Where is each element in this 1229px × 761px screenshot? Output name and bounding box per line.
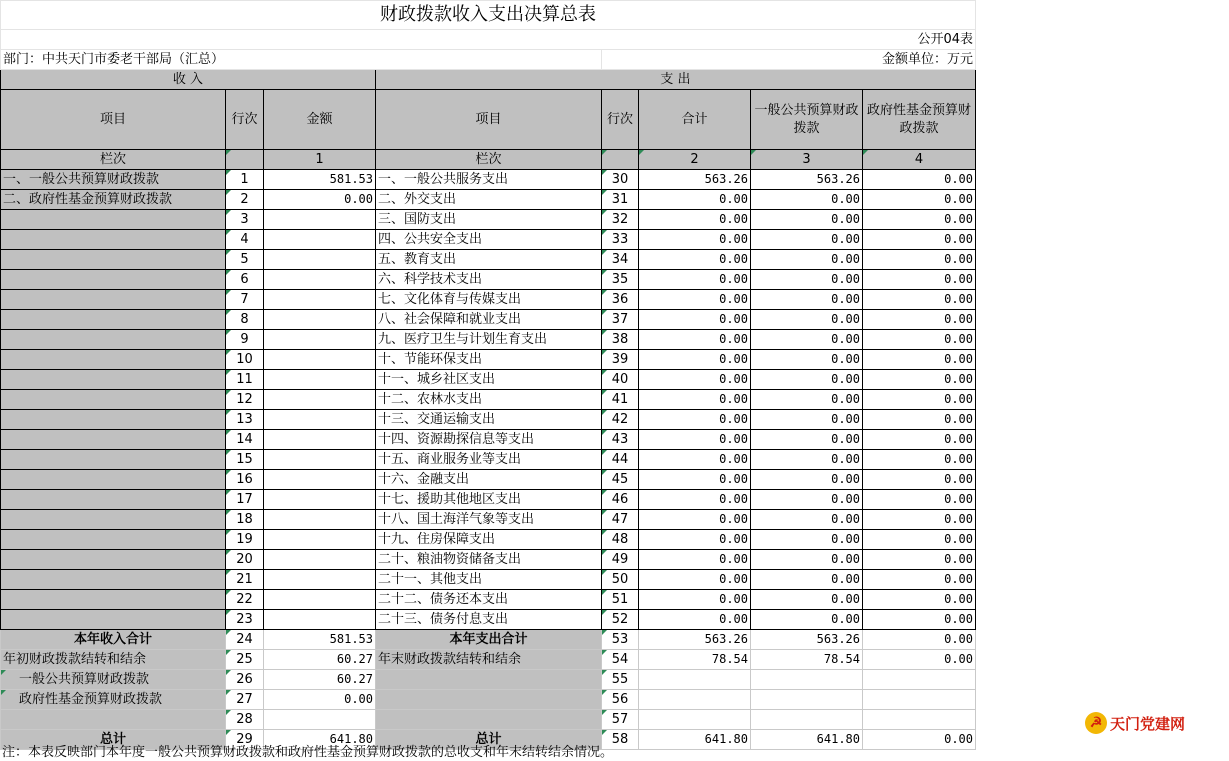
row-number: 50 bbox=[602, 570, 639, 590]
row-number: 18 bbox=[226, 510, 264, 530]
row-number: 34 bbox=[602, 250, 639, 270]
party-emblem-icon: ☭ bbox=[1085, 712, 1107, 734]
end-balance-label: 年末财政拨款结转和结余 bbox=[376, 650, 602, 670]
expense-fund: 0.00 bbox=[863, 270, 976, 290]
expense-general: 0.00 bbox=[751, 430, 863, 450]
row-number: 9 bbox=[226, 330, 264, 350]
expense-total: 0.00 bbox=[639, 270, 751, 290]
expense-general: 0.00 bbox=[751, 210, 863, 230]
expense-total-amount: 563.26 bbox=[639, 630, 751, 650]
row-number: 58 bbox=[602, 730, 639, 750]
expense-total: 0.00 bbox=[639, 250, 751, 270]
row-number: 19 bbox=[226, 530, 264, 550]
row-number: 15 bbox=[226, 450, 264, 470]
table-row bbox=[1, 190, 976, 210]
income-item bbox=[1, 230, 226, 250]
expense-item: 十七、援助其他地区支出 bbox=[376, 490, 602, 510]
table-row bbox=[1, 590, 976, 610]
expense-total: 0.00 bbox=[639, 490, 751, 510]
expense-item: 十、节能环保支出 bbox=[376, 350, 602, 370]
income-amount bbox=[264, 270, 376, 290]
table-row bbox=[1, 290, 976, 310]
blank-cell bbox=[376, 710, 602, 730]
expense-fund: 0.00 bbox=[863, 290, 976, 310]
blank-cell bbox=[264, 710, 376, 730]
table-row bbox=[1, 390, 976, 410]
row-number: 45 bbox=[602, 470, 639, 490]
column-label-expense: 栏次 bbox=[376, 150, 602, 170]
income-amount bbox=[264, 290, 376, 310]
income-item: 一、一般公共预算财政拨款 bbox=[1, 170, 226, 190]
table-row bbox=[1, 310, 976, 330]
table-row bbox=[1, 170, 976, 190]
income-item bbox=[1, 350, 226, 370]
table-row bbox=[1, 710, 976, 730]
table-row bbox=[1, 630, 976, 650]
expense-total: 0.00 bbox=[639, 210, 751, 230]
expense-total: 0.00 bbox=[639, 410, 751, 430]
column-blank bbox=[602, 150, 639, 170]
unit-label: 金额单位：万元 bbox=[602, 50, 976, 70]
expense-total: 0.00 bbox=[639, 510, 751, 530]
row-number: 47 bbox=[602, 510, 639, 530]
expense-total: 0.00 bbox=[639, 350, 751, 370]
expense-item: 九、医疗卫生与计划生育支出 bbox=[376, 330, 602, 350]
income-amount bbox=[264, 570, 376, 590]
expense-fund: 0.00 bbox=[863, 230, 976, 250]
row-number: 40 bbox=[602, 370, 639, 390]
expense-fund: 0.00 bbox=[863, 250, 976, 270]
blank-cell bbox=[751, 670, 863, 690]
expense-general: 0.00 bbox=[751, 250, 863, 270]
expense-total: 0.00 bbox=[639, 370, 751, 390]
expense-item: 十九、住房保障支出 bbox=[376, 530, 602, 550]
expense-total: 0.00 bbox=[639, 470, 751, 490]
expense-total: 0.00 bbox=[639, 590, 751, 610]
row-number: 56 bbox=[602, 690, 639, 710]
table-row bbox=[1, 370, 976, 390]
expense-fund: 0.00 bbox=[863, 530, 976, 550]
income-amount bbox=[264, 590, 376, 610]
blank-cell bbox=[863, 670, 976, 690]
expense-general: 0.00 bbox=[751, 550, 863, 570]
footnote: 注：本表反映部门本年度一般公共预算财政拨款和政府性基金预算财政拨款的总收支和年末结转结余情况。 bbox=[2, 745, 614, 760]
expense-general: 0.00 bbox=[751, 490, 863, 510]
income-amount bbox=[264, 490, 376, 510]
end-balance-fund: 0.00 bbox=[863, 650, 976, 670]
row-number: 20 bbox=[226, 550, 264, 570]
row-number: 31 bbox=[602, 190, 639, 210]
row-number: 27 bbox=[226, 690, 264, 710]
expense-item: 十三、交通运输支出 bbox=[376, 410, 602, 430]
row-number: 42 bbox=[602, 410, 639, 430]
expense-item: 六、科学技术支出 bbox=[376, 270, 602, 290]
expense-total: 0.00 bbox=[639, 190, 751, 210]
row-number: 30 bbox=[602, 170, 639, 190]
expense-fund: 0.00 bbox=[863, 350, 976, 370]
expense-item-header: 项目 bbox=[376, 90, 602, 150]
row-number: 51 bbox=[602, 590, 639, 610]
income-amount bbox=[264, 510, 376, 530]
table-row bbox=[1, 530, 976, 550]
expense-general: 0.00 bbox=[751, 570, 863, 590]
row-number: 5 bbox=[226, 250, 264, 270]
income-row-no-header: 行次 bbox=[226, 90, 264, 150]
row-number: 29 bbox=[226, 730, 264, 750]
expense-fund: 0.00 bbox=[863, 210, 976, 230]
grand-total-expense-general: 641.80 bbox=[751, 730, 863, 750]
expense-item: 二十一、其他支出 bbox=[376, 570, 602, 590]
expense-general: 0.00 bbox=[751, 370, 863, 390]
blank-cell bbox=[1, 710, 226, 730]
expense-general: 0.00 bbox=[751, 450, 863, 470]
expense-fund: 0.00 bbox=[863, 430, 976, 450]
income-item bbox=[1, 490, 226, 510]
begin-general-label: 一般公共预算财政拨款 bbox=[1, 670, 226, 690]
expense-general: 0.00 bbox=[751, 390, 863, 410]
gov-fund-header: 政府性基金预算财政拨款 bbox=[863, 90, 976, 150]
income-item bbox=[1, 270, 226, 290]
row-number: 24 bbox=[226, 630, 264, 650]
general-budget-header: 一般公共预算财政拨款 bbox=[751, 90, 863, 150]
blank-cell bbox=[376, 690, 602, 710]
table-row bbox=[1, 410, 976, 430]
expense-general: 0.00 bbox=[751, 190, 863, 210]
income-amount bbox=[264, 550, 376, 570]
row-number: 36 bbox=[602, 290, 639, 310]
expense-fund: 0.00 bbox=[863, 410, 976, 430]
column-number-3: 3 bbox=[751, 150, 863, 170]
blank-cell bbox=[376, 670, 602, 690]
expense-general: 0.00 bbox=[751, 230, 863, 250]
row-number: 10 bbox=[226, 350, 264, 370]
row-number: 46 bbox=[602, 490, 639, 510]
table-row bbox=[1, 670, 976, 690]
expense-item: 十一、城乡社区支出 bbox=[376, 370, 602, 390]
row-number: 28 bbox=[226, 710, 264, 730]
income-amount bbox=[264, 390, 376, 410]
begin-fund-amount: 0.00 bbox=[264, 690, 376, 710]
expense-total-header: 合计 bbox=[639, 90, 751, 150]
row-number: 25 bbox=[226, 650, 264, 670]
table-row bbox=[1, 570, 976, 590]
income-item bbox=[1, 550, 226, 570]
table-row bbox=[1, 230, 976, 250]
blank-cell bbox=[863, 690, 976, 710]
row-number: 35 bbox=[602, 270, 639, 290]
blank-cell bbox=[751, 690, 863, 710]
income-item bbox=[1, 370, 226, 390]
table-row bbox=[1, 650, 976, 670]
expense-total: 0.00 bbox=[639, 610, 751, 630]
row-number: 54 bbox=[602, 650, 639, 670]
income-item bbox=[1, 210, 226, 230]
expense-item: 七、文化体育与传媒支出 bbox=[376, 290, 602, 310]
end-balance-general: 78.54 bbox=[751, 650, 863, 670]
income-amount: 581.53 bbox=[264, 170, 376, 190]
expense-item: 二十三、债务付息支出 bbox=[376, 610, 602, 630]
income-amount bbox=[264, 370, 376, 390]
row-number: 11 bbox=[226, 370, 264, 390]
expense-general: 0.00 bbox=[751, 270, 863, 290]
row-number: 26 bbox=[226, 670, 264, 690]
expense-total: 0.00 bbox=[639, 530, 751, 550]
table-row bbox=[1, 450, 976, 470]
income-item bbox=[1, 390, 226, 410]
expense-general: 0.00 bbox=[751, 410, 863, 430]
expense-item: 十八、国土海洋气象等支出 bbox=[376, 510, 602, 530]
row-number: 55 bbox=[602, 670, 639, 690]
income-item bbox=[1, 430, 226, 450]
expense-item: 八、社会保障和就业支出 bbox=[376, 310, 602, 330]
row-number: 7 bbox=[226, 290, 264, 310]
column-number-4: 4 bbox=[863, 150, 976, 170]
table-row bbox=[1, 470, 976, 490]
income-amount bbox=[264, 210, 376, 230]
income-item bbox=[1, 470, 226, 490]
income-item bbox=[1, 250, 226, 270]
row-number: 1 bbox=[226, 170, 264, 190]
expense-fund: 0.00 bbox=[863, 450, 976, 470]
expense-fund: 0.00 bbox=[863, 570, 976, 590]
expense-general: 0.00 bbox=[751, 530, 863, 550]
blank-cell bbox=[751, 710, 863, 730]
site-logo bbox=[1085, 712, 1185, 734]
expense-fund: 0.00 bbox=[863, 170, 976, 190]
row-number: 44 bbox=[602, 450, 639, 470]
row-number: 16 bbox=[226, 470, 264, 490]
expense-fund: 0.00 bbox=[863, 470, 976, 490]
column-label-income: 栏次 bbox=[1, 150, 226, 170]
income-amount-header: 金额 bbox=[264, 90, 376, 150]
income-item bbox=[1, 310, 226, 330]
row-number: 41 bbox=[602, 390, 639, 410]
income-amount bbox=[264, 350, 376, 370]
table-row bbox=[1, 210, 976, 230]
expense-general: 0.00 bbox=[751, 590, 863, 610]
income-item bbox=[1, 510, 226, 530]
expense-total: 0.00 bbox=[639, 310, 751, 330]
income-item bbox=[1, 290, 226, 310]
expense-item: 三、国防支出 bbox=[376, 210, 602, 230]
income-amount bbox=[264, 530, 376, 550]
form-number: 公开04表 bbox=[1, 30, 976, 50]
begin-balance-label: 年初财政拨款结转和结余 bbox=[1, 650, 226, 670]
expense-fund: 0.00 bbox=[863, 310, 976, 330]
row-number: 53 bbox=[602, 630, 639, 650]
row-number: 52 bbox=[602, 610, 639, 630]
row-number: 43 bbox=[602, 430, 639, 450]
expense-general: 0.00 bbox=[751, 310, 863, 330]
income-amount bbox=[264, 310, 376, 330]
income-amount bbox=[264, 470, 376, 490]
row-number: 48 bbox=[602, 530, 639, 550]
expense-item: 五、教育支出 bbox=[376, 250, 602, 270]
income-item bbox=[1, 610, 226, 630]
row-number: 14 bbox=[226, 430, 264, 450]
expense-total: 0.00 bbox=[639, 430, 751, 450]
expense-fund: 0.00 bbox=[863, 490, 976, 510]
expense-header: 支 出 bbox=[376, 70, 976, 90]
blank-cell bbox=[639, 690, 751, 710]
row-number: 39 bbox=[602, 350, 639, 370]
report-title: 财政拨款收入支出决算总表 bbox=[1, 1, 976, 30]
expense-item: 十五、商业服务业等支出 bbox=[376, 450, 602, 470]
watermark-text: 天门党建网 bbox=[1110, 714, 1186, 733]
expense-item: 四、公共安全支出 bbox=[376, 230, 602, 250]
row-number: 12 bbox=[226, 390, 264, 410]
expense-general: 0.00 bbox=[751, 290, 863, 310]
income-amount bbox=[264, 410, 376, 430]
expense-item: 二十二、债务还本支出 bbox=[376, 590, 602, 610]
end-balance-total: 78.54 bbox=[639, 650, 751, 670]
expense-general: 0.00 bbox=[751, 350, 863, 370]
expense-fund: 0.00 bbox=[863, 370, 976, 390]
expense-total: 0.00 bbox=[639, 570, 751, 590]
begin-fund-label: 政府性基金预算财政拨款 bbox=[1, 690, 226, 710]
column-number-2: 2 bbox=[639, 150, 751, 170]
table-row bbox=[1, 510, 976, 530]
expense-item: 二十、粮油物资储备支出 bbox=[376, 550, 602, 570]
expense-general: 0.00 bbox=[751, 470, 863, 490]
expense-item: 一、一般公共服务支出 bbox=[376, 170, 602, 190]
column-blank bbox=[226, 150, 264, 170]
income-header: 收 入 bbox=[1, 70, 376, 90]
income-amount bbox=[264, 230, 376, 250]
row-number: 6 bbox=[226, 270, 264, 290]
expense-total: 0.00 bbox=[639, 390, 751, 410]
table-body bbox=[1, 170, 976, 630]
row-number: 23 bbox=[226, 610, 264, 630]
expense-general: 0.00 bbox=[751, 330, 863, 350]
table-row bbox=[1, 490, 976, 510]
income-item: 二、政府性基金预算财政拨款 bbox=[1, 190, 226, 210]
expense-row-no-header: 行次 bbox=[602, 90, 639, 150]
blank-cell bbox=[863, 710, 976, 730]
grand-total-expense-label: 总计 bbox=[376, 730, 602, 750]
row-number: 33 bbox=[602, 230, 639, 250]
row-number: 57 bbox=[602, 710, 639, 730]
blank-cell bbox=[639, 710, 751, 730]
income-item bbox=[1, 450, 226, 470]
blank-cell bbox=[639, 670, 751, 690]
expense-fund: 0.00 bbox=[863, 190, 976, 210]
table-row bbox=[1, 610, 976, 630]
table-row bbox=[1, 350, 976, 370]
expense-item: 十二、农林水支出 bbox=[376, 390, 602, 410]
row-number: 8 bbox=[226, 310, 264, 330]
begin-balance-amount: 60.27 bbox=[264, 650, 376, 670]
expense-fund: 0.00 bbox=[863, 330, 976, 350]
row-number: 3 bbox=[226, 210, 264, 230]
expense-fund: 0.00 bbox=[863, 590, 976, 610]
income-item-header: 项目 bbox=[1, 90, 226, 150]
expense-item: 十四、资源勘探信息等支出 bbox=[376, 430, 602, 450]
row-number: 2 bbox=[226, 190, 264, 210]
row-number: 49 bbox=[602, 550, 639, 570]
expense-total-fund: 0.00 bbox=[863, 630, 976, 650]
table-row bbox=[1, 550, 976, 570]
column-number-1: 1 bbox=[264, 150, 376, 170]
summary-body bbox=[1, 630, 976, 750]
expense-total-general: 563.26 bbox=[751, 630, 863, 650]
grand-total-expense-fund: 0.00 bbox=[863, 730, 976, 750]
income-total-label: 本年收入合计 bbox=[1, 630, 226, 650]
expense-item: 十六、金融支出 bbox=[376, 470, 602, 490]
expense-total: 0.00 bbox=[639, 550, 751, 570]
income-amount bbox=[264, 430, 376, 450]
income-amount: 0.00 bbox=[264, 190, 376, 210]
income-item bbox=[1, 570, 226, 590]
income-item bbox=[1, 410, 226, 430]
table-row bbox=[1, 270, 976, 290]
department-label: 部门：中共天门市委老干部局（汇总） bbox=[1, 50, 602, 70]
expense-fund: 0.00 bbox=[863, 610, 976, 630]
expense-total: 0.00 bbox=[639, 330, 751, 350]
row-number: 37 bbox=[602, 310, 639, 330]
row-number: 4 bbox=[226, 230, 264, 250]
expense-total: 0.00 bbox=[639, 290, 751, 310]
table-row bbox=[1, 690, 976, 710]
income-amount bbox=[264, 450, 376, 470]
expense-total-label: 本年支出合计 bbox=[376, 630, 602, 650]
row-number: 32 bbox=[602, 210, 639, 230]
grand-total-income-amount: 641.80 bbox=[264, 730, 376, 750]
expense-total: 563.26 bbox=[639, 170, 751, 190]
row-number: 21 bbox=[226, 570, 264, 590]
income-item bbox=[1, 590, 226, 610]
row-number: 17 bbox=[226, 490, 264, 510]
expense-general: 0.00 bbox=[751, 610, 863, 630]
expense-fund: 0.00 bbox=[863, 510, 976, 530]
table-row bbox=[1, 330, 976, 350]
income-item bbox=[1, 330, 226, 350]
grand-total-income-label: 总计 bbox=[1, 730, 226, 750]
income-amount bbox=[264, 250, 376, 270]
expense-total: 0.00 bbox=[639, 450, 751, 470]
expense-item: 二、外交支出 bbox=[376, 190, 602, 210]
expense-general: 0.00 bbox=[751, 510, 863, 530]
grand-total-expense-amount: 641.80 bbox=[639, 730, 751, 750]
begin-general-amount: 60.27 bbox=[264, 670, 376, 690]
income-total-amount: 581.53 bbox=[264, 630, 376, 650]
table-row bbox=[1, 430, 976, 450]
table-row bbox=[1, 250, 976, 270]
expense-fund: 0.00 bbox=[863, 390, 976, 410]
row-number: 13 bbox=[226, 410, 264, 430]
income-amount bbox=[264, 330, 376, 350]
expense-general: 563.26 bbox=[751, 170, 863, 190]
row-number: 22 bbox=[226, 590, 264, 610]
income-item bbox=[1, 530, 226, 550]
income-amount bbox=[264, 610, 376, 630]
expense-fund: 0.00 bbox=[863, 550, 976, 570]
expense-total: 0.00 bbox=[639, 230, 751, 250]
row-number: 38 bbox=[602, 330, 639, 350]
